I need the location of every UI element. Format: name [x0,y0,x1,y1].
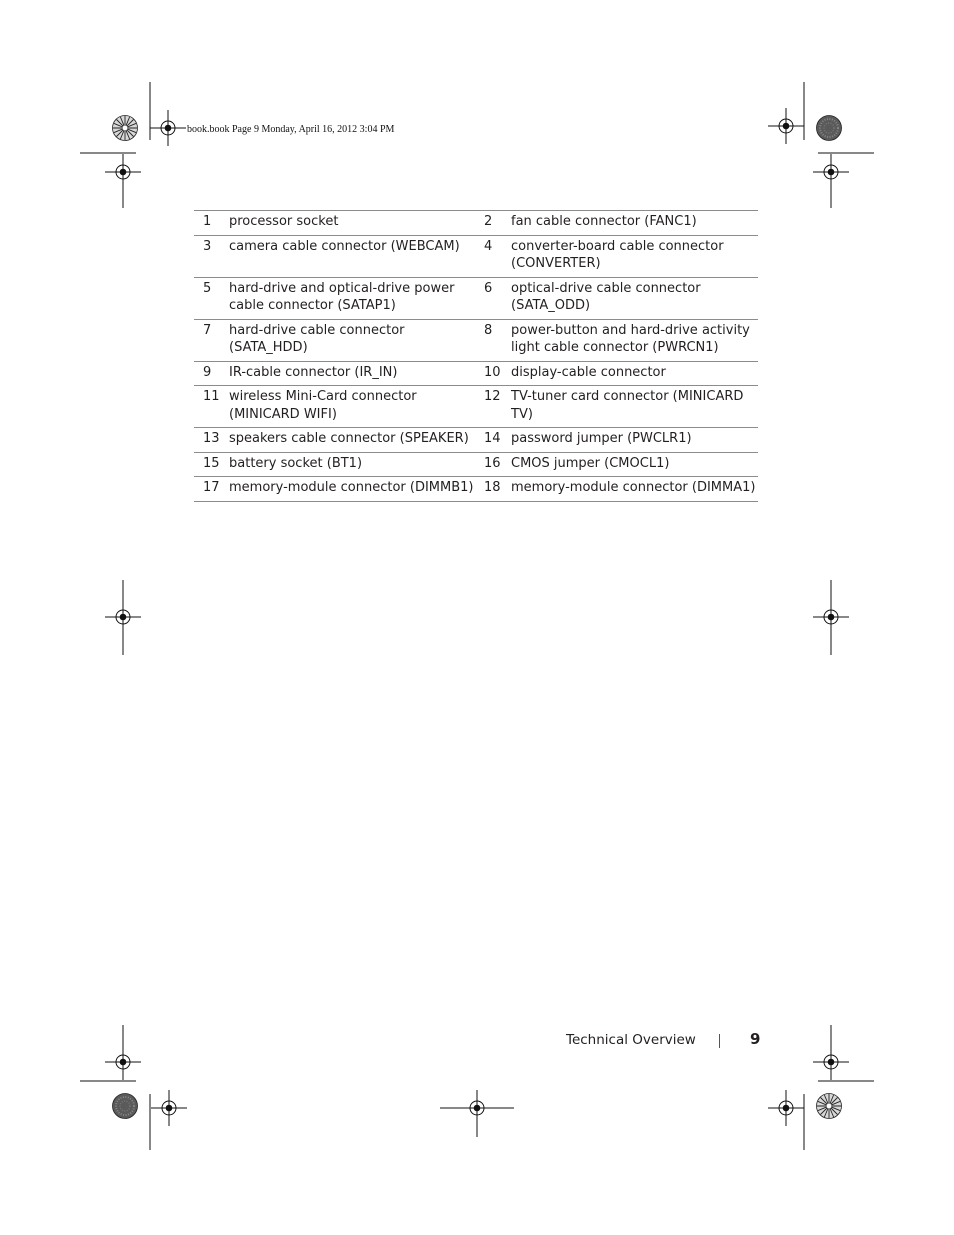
table-row [194,477,758,502]
table-row [194,319,758,361]
item-number: 13 [194,428,229,453]
item-number: 5 [194,277,229,319]
table-row [194,428,758,453]
table-row [194,235,758,277]
table-row [194,452,758,477]
table-row [194,361,758,386]
page-number: 9 [750,1030,761,1048]
item-description: camera cable connector (WEBCAM) [229,235,476,277]
item-number: 14 [476,428,511,453]
item-number: 16 [476,452,511,477]
table-row [194,211,758,236]
item-number: 2 [476,211,511,236]
item-number: 4 [476,235,511,277]
item-number: 10 [476,361,511,386]
table-row [194,386,758,428]
item-description: hard-drive and optical-drive power cable connector (SATAP1) [229,277,476,319]
item-description: power-button and hard-drive activity light cable connector (PWRCN1) [511,319,758,361]
item-number: 15 [194,452,229,477]
print-slug-line: book.book Page 9 Monday, April 16, 2012 3:04 PM [187,124,395,135]
item-description: memory-module connector (DIMMA1) [511,477,758,502]
item-description: hard-drive cable connector (SATA_HDD) [229,319,476,361]
item-description: wireless Mini-Card connector (MINICARD WIFI) [229,386,476,428]
item-number: 3 [194,235,229,277]
item-number: 9 [194,361,229,386]
item-description: fan cable connector (FANC1) [511,211,758,236]
table-row [194,277,758,319]
footer-divider [719,1034,720,1048]
item-number: 17 [194,477,229,502]
connector-table-body [194,211,758,502]
item-description: password jumper (PWCLR1) [511,428,758,453]
item-number: 6 [476,277,511,319]
item-description: speakers cable connector (SPEAKER) [229,428,476,453]
item-description: converter-board cable connector (CONVERTER) [511,235,758,277]
footer-section-title: Technical Overview [566,1032,696,1048]
item-description: CMOS jumper (CMOCL1) [511,452,758,477]
item-number: 11 [194,386,229,428]
item-number: 7 [194,319,229,361]
item-description: processor socket [229,211,476,236]
item-number: 18 [476,477,511,502]
item-description: display-cable connector [511,361,758,386]
item-number: 8 [476,319,511,361]
item-number: 1 [194,211,229,236]
connector-table [194,210,758,502]
item-number: 12 [476,386,511,428]
item-description: memory-module connector (DIMMB1) [229,477,476,502]
item-description: battery socket (BT1) [229,452,476,477]
item-description: optical-drive cable connector (SATA_ODD) [511,277,758,319]
item-description: TV-tuner card connector (MINICARD TV) [511,386,758,428]
item-description: IR-cable connector (IR_IN) [229,361,476,386]
